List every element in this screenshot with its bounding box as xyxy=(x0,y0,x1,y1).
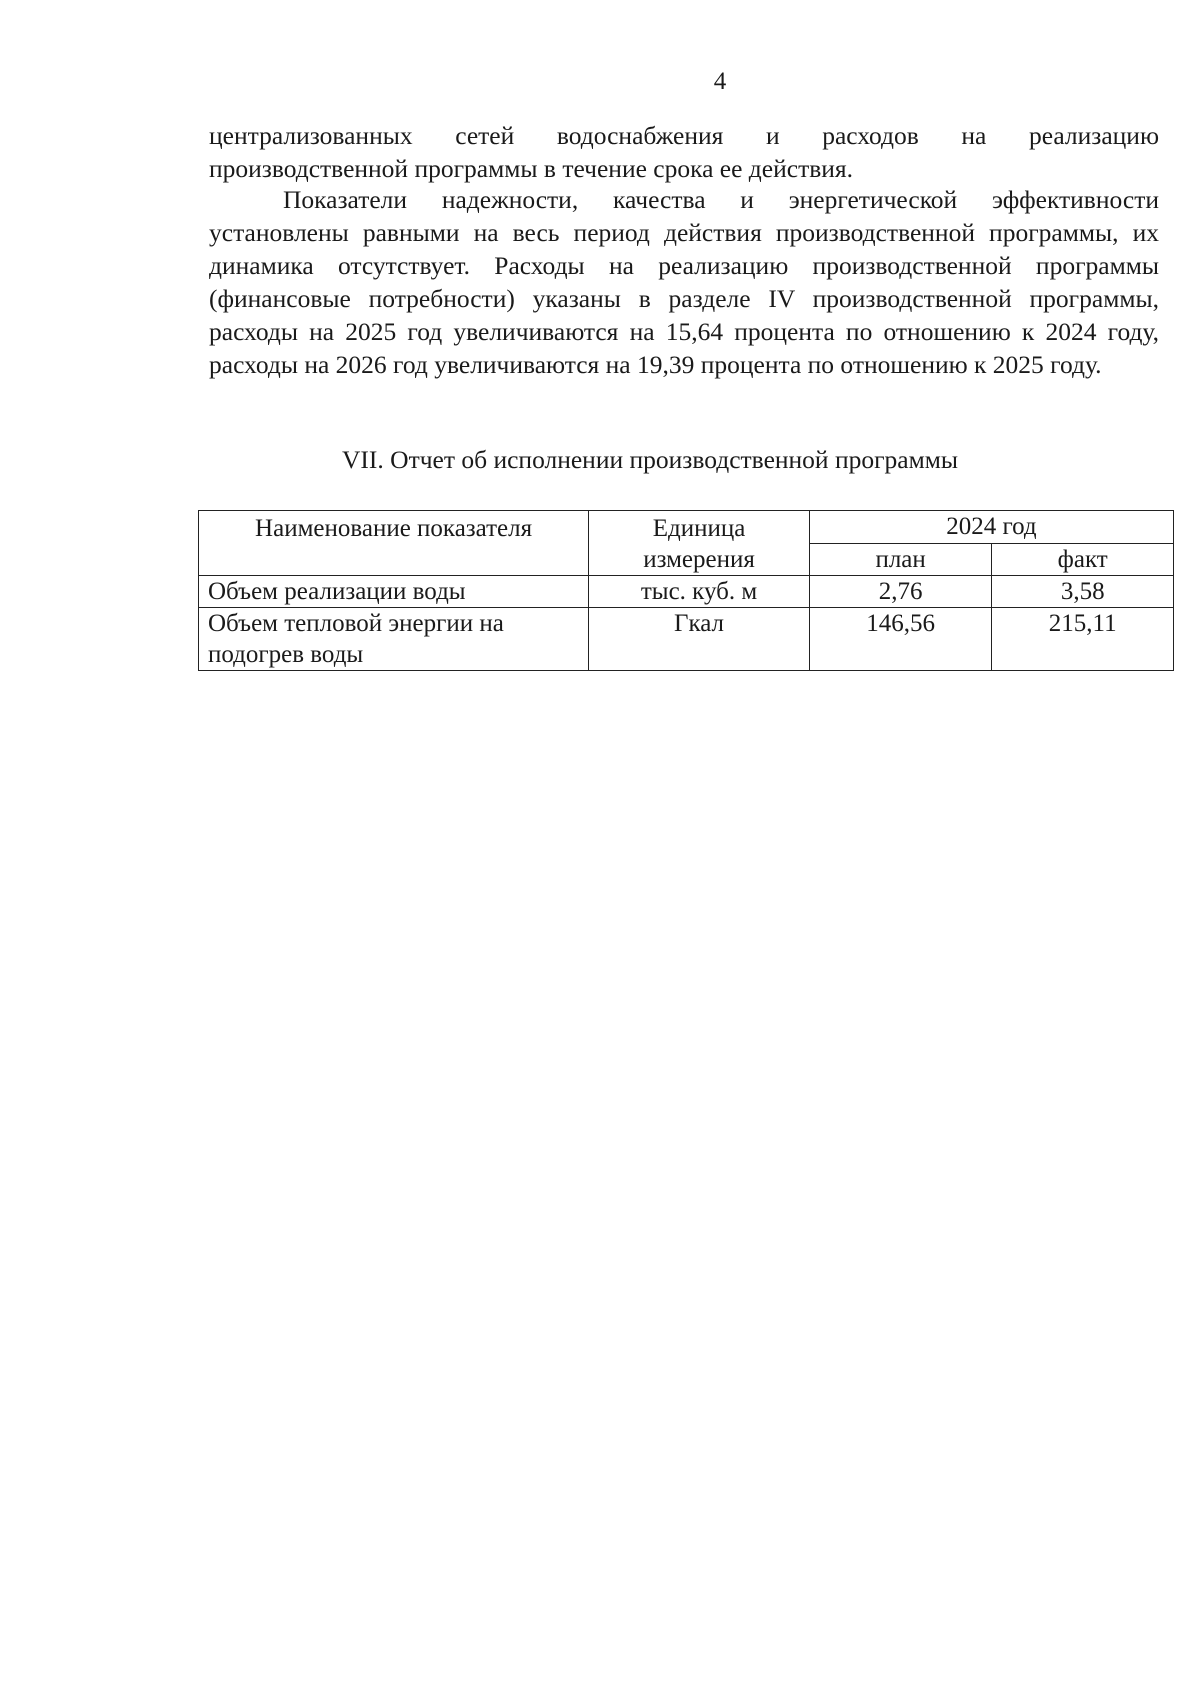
header-unit-line: измерения xyxy=(643,546,755,573)
paragraph-indicators: Показатели надежности, качества и энергетической эффективности установлены равными на весь период действия производственной программы, их динамика отсутствует. Расходы на реализацию производственной программы (финансовые потребности) указаны в разделе IV производственной программы, расходы на 2025 год увеличиваются на 15,64 процента по отношению к 2024 году, расходы на 2026 год увеличиваются на 19,39 процента по отношению к 2025 году. xyxy=(209,185,1159,379)
row-indicator-name-line: Объем тепловой энергии на xyxy=(208,610,504,637)
section-title: VII. Отчет об исполнении производственной программы xyxy=(342,445,959,474)
row-plan-value: 2,76 xyxy=(809,576,992,608)
row-plan-value: 146,56 xyxy=(809,608,992,671)
row-unit: тыс. куб. м xyxy=(589,576,810,608)
page-number: 4 xyxy=(713,68,727,95)
row-fact-value: 215,11 xyxy=(992,608,1174,671)
header-plan: план xyxy=(809,543,992,576)
paragraph-line: производственной программы в течение срока ее действия. xyxy=(209,154,853,183)
header-year: 2024 год xyxy=(809,511,1173,544)
row-fact-value: 3,58 xyxy=(992,576,1174,608)
header-indicator-name: Наименование показателя xyxy=(199,511,589,576)
row-indicator-name-line: подогрев воды xyxy=(208,641,364,668)
row-indicator-name xyxy=(199,608,589,671)
table-row xyxy=(199,576,1174,608)
row-indicator-name: Объем реализации воды xyxy=(199,576,589,608)
table-row xyxy=(199,608,1174,671)
header-unit xyxy=(589,511,810,576)
header-fact: факт xyxy=(992,543,1174,576)
report-table xyxy=(198,510,1174,671)
paragraph-line: централизованных сетей водоснабжения и расходов на реализацию xyxy=(209,121,1159,150)
paragraph-continuation xyxy=(209,119,1159,185)
table-header-row xyxy=(199,511,1174,544)
row-unit: Гкал xyxy=(589,608,810,671)
header-unit-line: Единица xyxy=(652,515,746,542)
